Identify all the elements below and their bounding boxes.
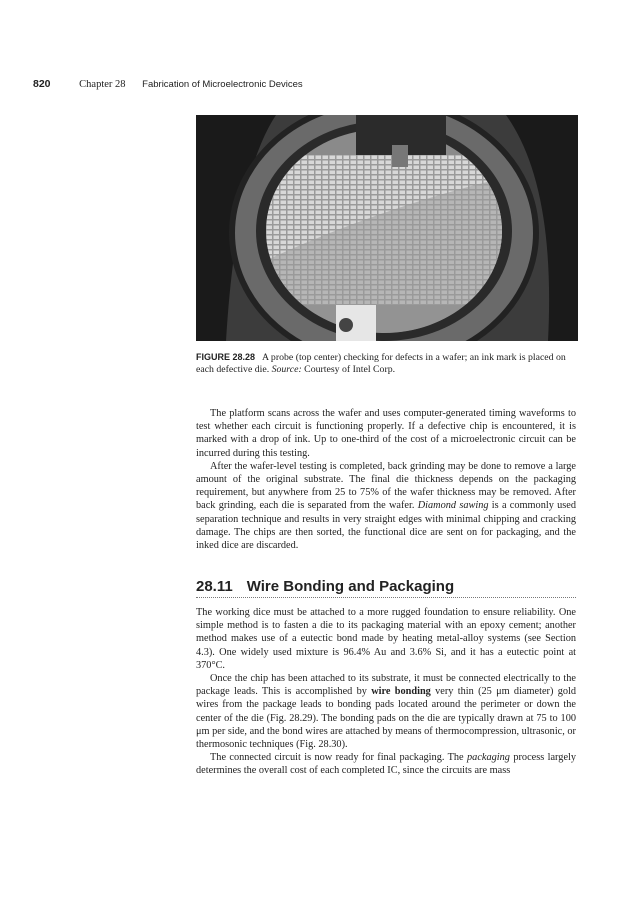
paragraph: The working dice must be attached to a more rugged foundation to ensure reliability. One simple method is to fasten a die to its packaging material with an epoxy cement; another method makes use of a eutectic bond made by heating metal-alloy systems (see Section 4.3). One widely used mixture is 96.4% Au and 3.6% Si, and it has a eutectic point at 370°C.	[196, 607, 576, 671]
wafer-probe-illustration	[196, 115, 578, 341]
wafer-probe-photo	[196, 115, 578, 341]
section-title: Wire Bonding and Packaging	[246, 578, 455, 595]
running-title: Fabrication of Microelectronic Devices	[142, 79, 303, 90]
paragraph: After the wafer-level testing is completed, back grinding may be done to remove a large amount of the original substrate. The final die thickness depends on the packaging requirement, but anywhere from 25 to 75% of the wafer thickness may be removed. After back grinding, each die is separated from the wafer. Diamond sawing is a commonly used separation technique and results in very straight edges with minimal chipping and cracking damage. The chips are then sorted, the functional dice are sent on for packaging, and the inked dice are discarded.	[196, 460, 577, 552]
section-rule	[196, 597, 576, 598]
paragraph: The connected circuit is now ready for final packaging. The packaging process largely determines the overall cost of each completed IC, since the circuits are mass	[196, 752, 577, 777]
italic-term: Diamond sawing	[417, 500, 489, 512]
caption-text: A probe (top center) checking for defects in a wafer; an ink mark is placed on each defective die.	[196, 352, 566, 375]
chapter-label: Chapter 28	[79, 79, 126, 90]
body-section-1	[196, 407, 576, 552]
paragraph: The platform scans across the wafer and uses computer-generated timing waveforms to test whether each circuit is functioning properly. If a defective chip is encountered, it is marked with a drop of ink. Up to one-third of the cost of a microelectronic circuit can be incurred during this testing.	[196, 408, 576, 459]
paragraph: Once the chip has been attached to its substrate, it must be connected electrically to the package leads. This is accomplished by wire bonding very thin (25 μm diameter) gold wires from the package leads to bonding pads located around the perimeter or down the center of the die (Fig. 28.29). The bonding pads on the die are typically drawn at 75 to 100 μm per side, and the bond wires are attached by means of thermocompression, ultrasonic, or thermosonic techniques (Fig. 28.30).	[196, 673, 576, 751]
page-number: 820	[33, 78, 51, 90]
running-header	[33, 78, 303, 90]
caption-source-label: Source:	[271, 364, 302, 375]
italic-term: packaging	[467, 752, 510, 764]
bold-term: wire bonding	[371, 686, 431, 698]
figure-label: FIGURE 28.28	[196, 352, 256, 362]
section-number: 28.11	[196, 578, 233, 595]
probe-tip	[392, 145, 408, 167]
caption-source-text: Courtesy of Intel Corp.	[304, 364, 396, 375]
figure-caption	[196, 351, 576, 376]
section-heading	[196, 578, 576, 595]
body-section-2	[196, 606, 576, 778]
